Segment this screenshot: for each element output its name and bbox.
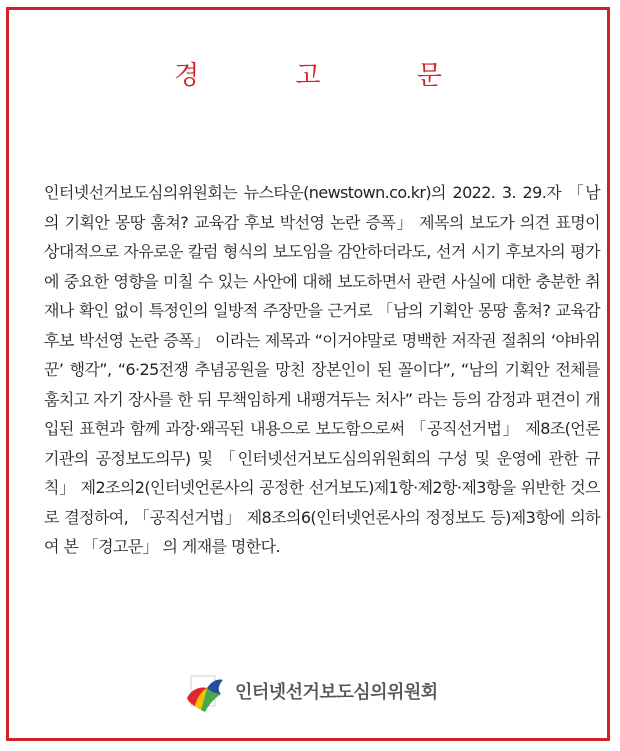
notice-body: 인터넷선거보도심의위원회는 뉴스타운(newstown.co.kr)의 2022. 3. 29.자 「남의 기획안 몽땅 훔쳐? 교육감 후보 박선영 논란 증폭」 제목의 보도가 의견 표명이 상대적으로 자유로운 칼럼 형식의 보도임을 감안하더라도, 선거 시기 후보자의 평가에 중요한 영향을 미칠 수 있는 사안에 대해 보도하면서 관련 사실에 대한 충분한 취재나 확인 없이 특정인의 일방적 주장만을 근거로 「남의 기획안 몽땅 훔쳐? 교육감 후보 박선영 논란 증폭」 이라는 제목과 “이거야말로 명백한 저작권 절취의 ‘야바위꾼’ 행각”, “6·25전쟁 추념공원을 망친 장본인이 된 꼴이다”, “남의 기획안 전체를 훔치고 자기 장사를 한 뒤 무책임하게 내팽겨두는 처사” 라는 등의 감정과 편견이 개입된 표현과 함께 과장·왜곡된 내용으로 보도함으로써 「공직선거법」 제8조(언론기관의 공정보도의무) 및 「인터넷선거보도심의위원회의 구성 및 운영에 관한 규칙」 제2조의2(인터넷언론사의 공정한 선거보도)제1항·제2항·제3항을 위반한 것으로 결정하여, 「공직선거법」 제8조의6(인터넷언론사의 정정보도 등)제3항에 의하여 본 「경고문」 의 게재를 명한다. [44, 183, 600, 556]
organization-logo [181, 666, 438, 716]
notice-frame [6, 7, 610, 741]
notice-title: 경 고 문 [174, 61, 486, 91]
organization-name: 인터넷선거보도심의위원회 [235, 682, 438, 703]
organization-emblem-icon [181, 668, 225, 714]
